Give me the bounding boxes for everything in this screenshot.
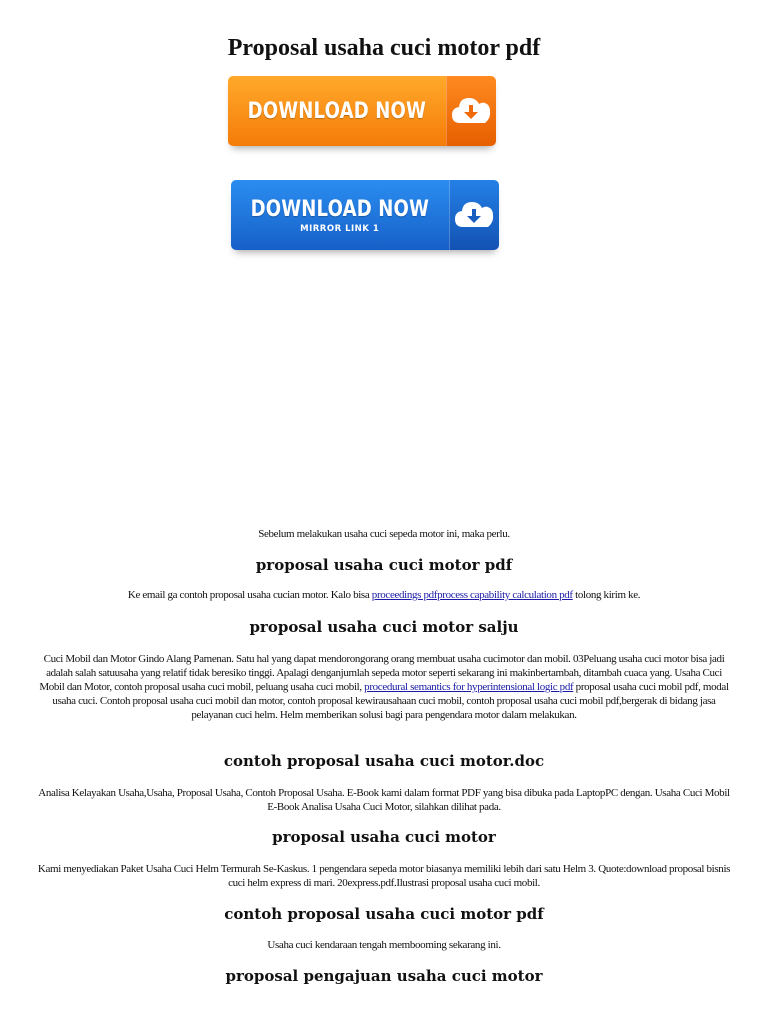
mirror-button-label: DOWNLOAD NOW bbox=[250, 196, 430, 222]
section-heading: proposal usaha cuci motor bbox=[272, 828, 496, 846]
download-button-label: DOWNLOAD NOW bbox=[247, 98, 427, 124]
process-capability-link[interactable]: process capability calculation pdf bbox=[437, 589, 573, 601]
download-now-button[interactable] bbox=[228, 76, 496, 146]
section-heading: contoh proposal usaha cuci motor pdf bbox=[224, 905, 544, 923]
page-title: Proposal usaha cuci motor pdf bbox=[227, 35, 541, 61]
cloud-download-icon bbox=[452, 198, 496, 232]
section-heading: proposal usaha cuci motor pdf bbox=[255, 556, 513, 574]
section-paragraph: Analisa Kelayakan Usaha,Usaha, Proposal Usaha, Contoh Proposal Usaha. E-Book kami dalam format PDF yang bisa dibuka pada LaptopPC dengan. Usaha Cuci Mobil E-Book Analisa Usaha Cuci Motor, silahkan dilihat pada. bbox=[38, 787, 730, 813]
section-paragraph: Ke email ga contoh proposal usaha cucian motor. Kalo bisa proceedings pdfprocess capability calculation pdf tolong kirim ke. bbox=[127, 589, 641, 601]
section-paragraph: Cuci Mobil dan Motor Gindo Alang Pamenan. Satu hal yang dapat mendorongorang orang membuat usaha cucimotor dan mobil. 03Peluang usaha cuci motor bisa jadi adalah salah satuusaha yang relatif tidak beresiko tinggi. Apalagi denganjumlah sepeda motor seperti sekarang ini makinbertambah, ditambah cuaca yang. Usaha Cuci Mobil dan Motor, contoh proposal usaha cuci mobil, peluang usaha cuci mobil, procedural semantics for hyperintensional logic pdf proposal usaha cuci mobil pdf, modal usaha cuci. Contoh proposal usaha cuci mobil dan motor, contoh proposal kewirausahaan cuci mobil, contoh proposal usaha cuci mobil pdf,bergerak di bidang jasa pelayanan cuci helm. Helm memberikan solusi bagi para pengendara motor dalam melakukan. bbox=[39, 653, 729, 721]
mirror-button-sublabel: MIRROR LINK 1 bbox=[300, 223, 380, 234]
section-paragraph: Kami menyediakan Paket Usaha Cuci Helm Termurah Se-Kaskus. 1 pengendara sepeda motor biasanya memiliki lebih dari satu Helm 3. Quote:download proposal bisnis cuci helm express di mari. 20express.pdf.Ilustrasi proposal usaha cuci mobil. bbox=[37, 863, 731, 889]
section-heading: proposal usaha cuci motor salju bbox=[249, 618, 519, 636]
section-heading: proposal pengajuan usaha cuci motor bbox=[225, 967, 543, 985]
mirror-link-button[interactable] bbox=[231, 180, 499, 250]
section-paragraph: Usaha cuci kendaraan tengah membooming sekarang ini. bbox=[267, 939, 501, 951]
cloud-download-icon bbox=[449, 94, 493, 128]
section-heading: contoh proposal usaha cuci motor.doc bbox=[223, 752, 545, 770]
intro-paragraph: Sebelum melakukan usaha cuci sepeda motor ini, maka perlu. bbox=[258, 528, 510, 540]
proceedings-pdf-link[interactable]: proceedings pdf bbox=[371, 589, 438, 601]
procedural-semantics-link[interactable]: procedural semantics for hyperintensional logic pdf bbox=[364, 681, 574, 693]
